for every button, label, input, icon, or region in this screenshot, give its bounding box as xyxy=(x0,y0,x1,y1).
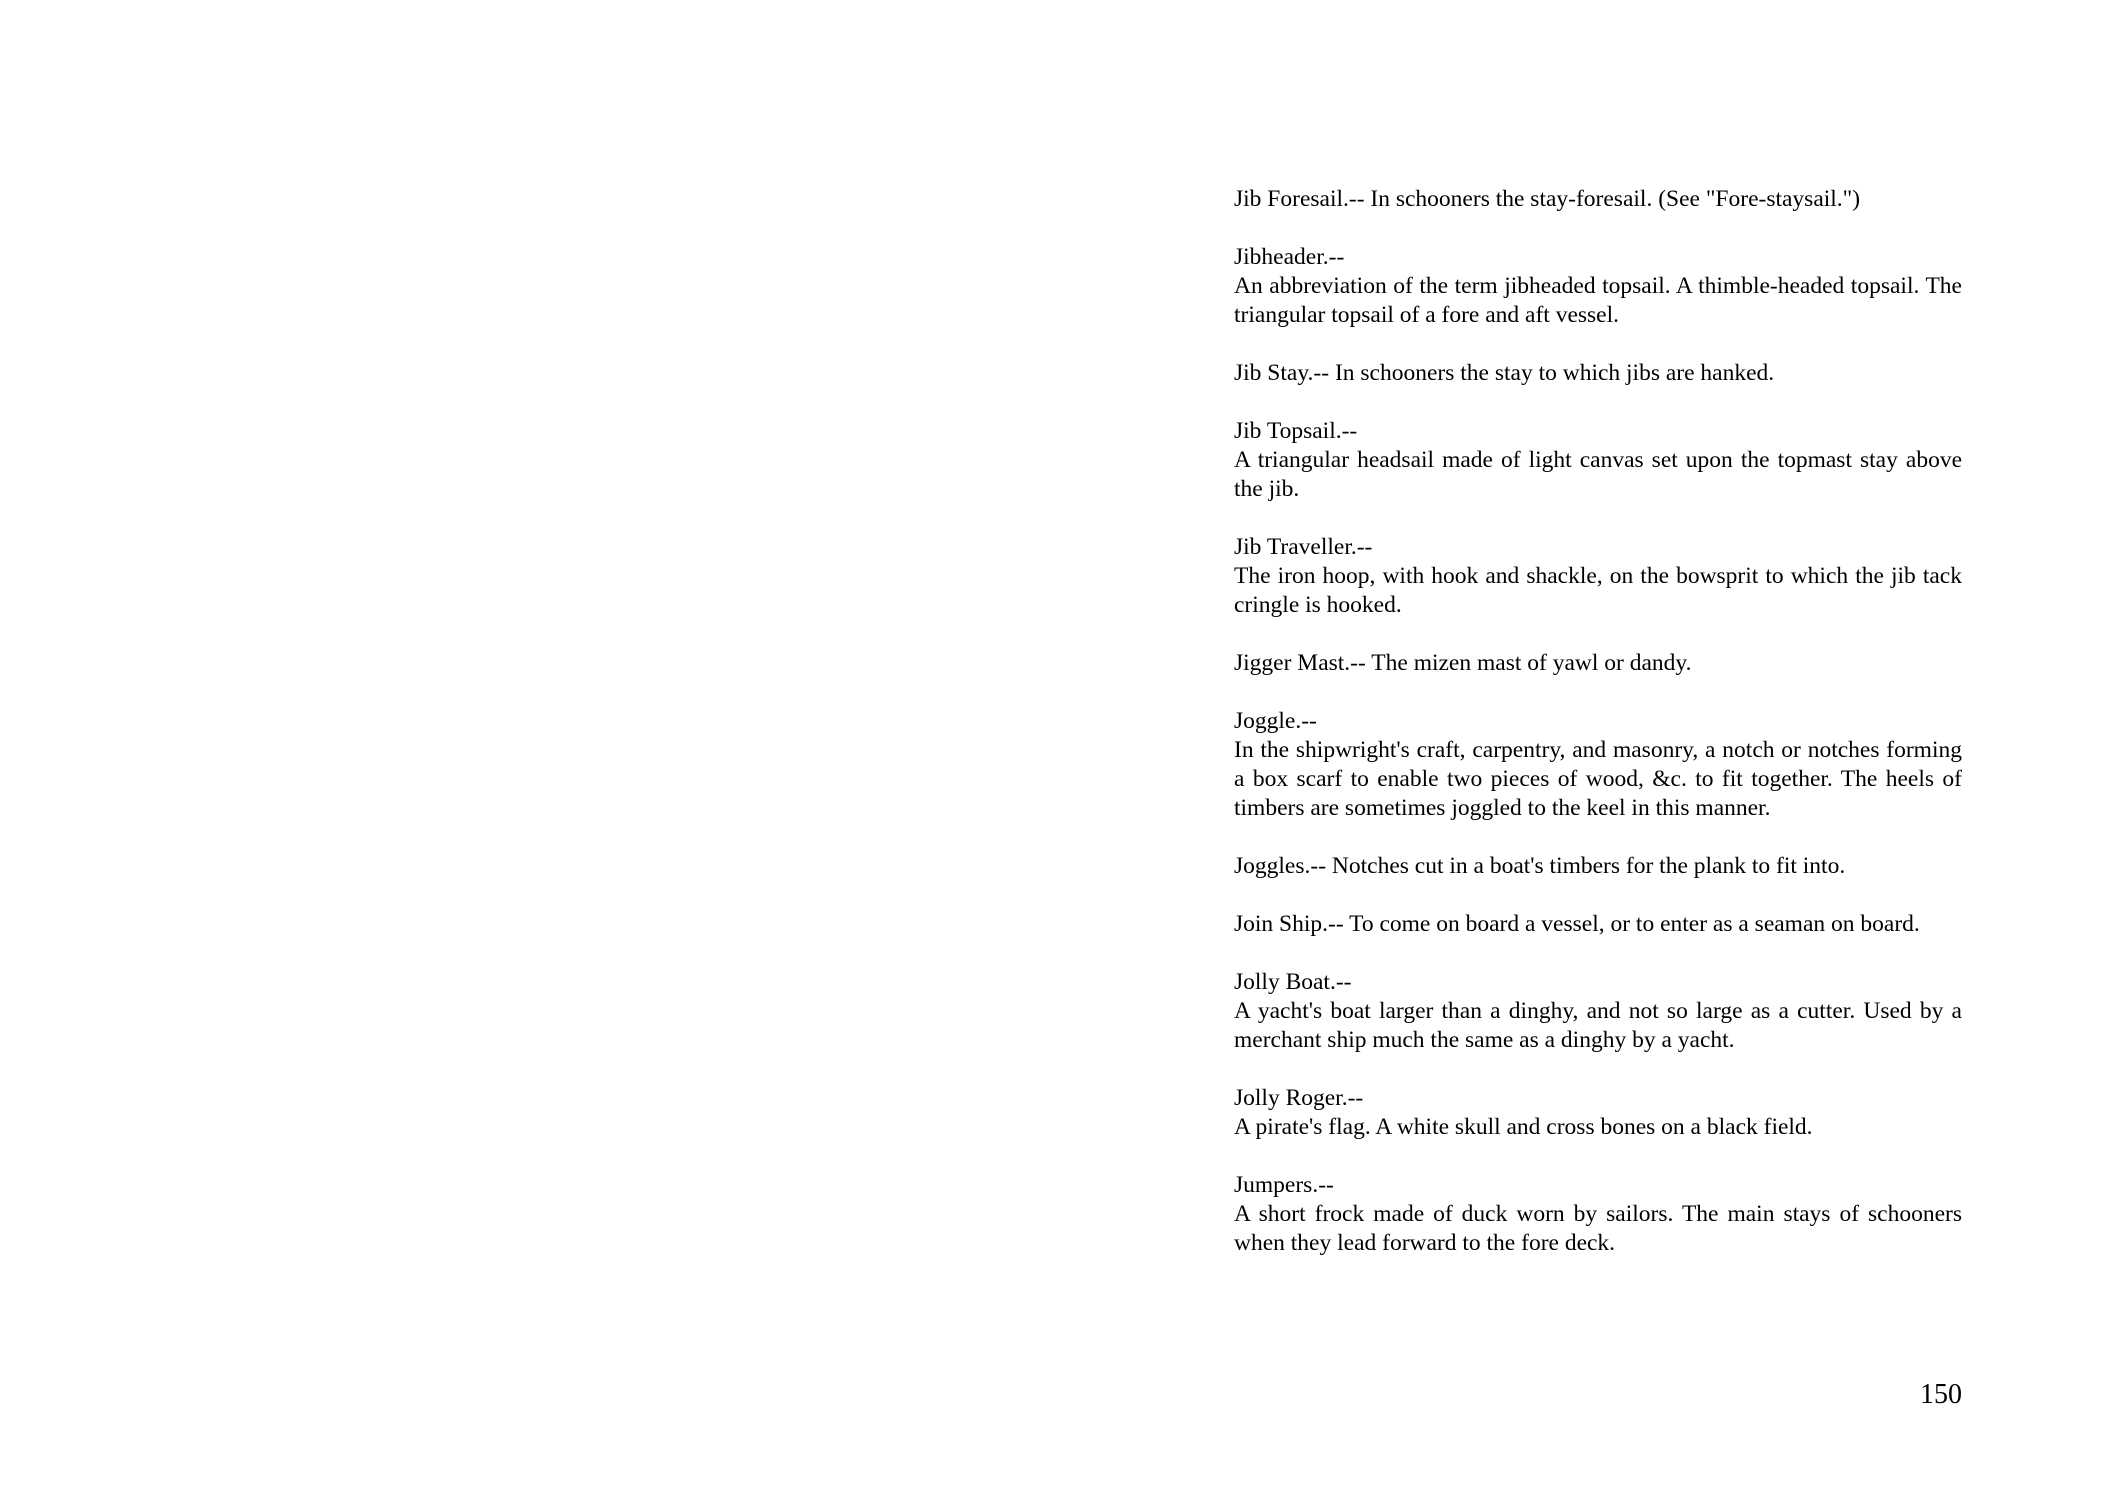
entry-term: Jib Topsail.-- xyxy=(1234,418,1358,444)
entry-term: Jumpers.-- xyxy=(1234,1172,1334,1198)
glossary-entry xyxy=(1234,417,1962,504)
entry-definition: A triangular headsail made of light canvas set upon the topmast stay above the jib. xyxy=(1234,447,1962,502)
glossary-entry xyxy=(1234,243,1962,330)
page-number: 150 xyxy=(1920,1379,1962,1410)
entry-term: Jib Foresail.-- In schooners the stay-foresail. (See "Fore-staysail.") xyxy=(1234,186,1861,212)
entry-term: Jolly Roger.-- xyxy=(1234,1085,1364,1111)
glossary-entry xyxy=(1234,707,1962,823)
entry-definition: The iron hoop, with hook and shackle, on the bowsprit to which the jib tack cringle is hooked. xyxy=(1234,563,1962,618)
entry-term: Joggle.-- xyxy=(1234,708,1317,734)
glossary-entry xyxy=(1234,968,1962,1055)
glossary-entry xyxy=(1234,359,1962,388)
entry-term: Jibheader.-- xyxy=(1234,244,1345,270)
entry-definition: A short frock made of duck worn by sailors. The main stays of schooners when they lead forward to the fore deck. xyxy=(1234,1201,1962,1256)
entry-term: Join Ship.-- To come on board a vessel, or to enter as a seaman on board. xyxy=(1234,911,1920,937)
glossary-entry xyxy=(1234,1171,1962,1258)
entry-term: Joggles.-- Notches cut in a boat's timbers for the plank to fit into. xyxy=(1234,853,1846,879)
glossary-entry xyxy=(1234,852,1962,881)
entry-term: Jolly Boat.-- xyxy=(1234,969,1352,995)
glossary-entry xyxy=(1234,185,1962,214)
entry-definition: An abbreviation of the term jibheaded topsail. A thimble-headed topsail. The triangular topsail of a fore and aft vessel. xyxy=(1234,273,1962,328)
entry-definition: A pirate's flag. A white skull and cross bones on a black field. xyxy=(1234,1114,1813,1140)
entry-term: Jib Stay.-- In schooners the stay to which jibs are hanked. xyxy=(1234,360,1775,386)
entry-term: Jib Traveller.-- xyxy=(1234,534,1373,560)
glossary-entry xyxy=(1234,910,1962,939)
entry-definition: A yacht's boat larger than a dinghy, and not so large as a cutter. Used by a merchant ship much the same as a dinghy by a yacht. xyxy=(1234,998,1962,1053)
glossary-entry xyxy=(1234,1084,1962,1142)
entry-term: Jigger Mast.-- The mizen mast of yawl or dandy. xyxy=(1234,650,1692,676)
entry-definition: In the shipwright's craft, carpentry, and masonry, a notch or notches forming a box scarf to enable two pieces of wood, &c. to fit together. The heels of timbers are sometimes joggled to the keel in this manner. xyxy=(1234,737,1962,821)
glossary-entry xyxy=(1234,649,1962,678)
glossary-entry xyxy=(1234,533,1962,620)
glossary-column xyxy=(1234,185,1962,1287)
